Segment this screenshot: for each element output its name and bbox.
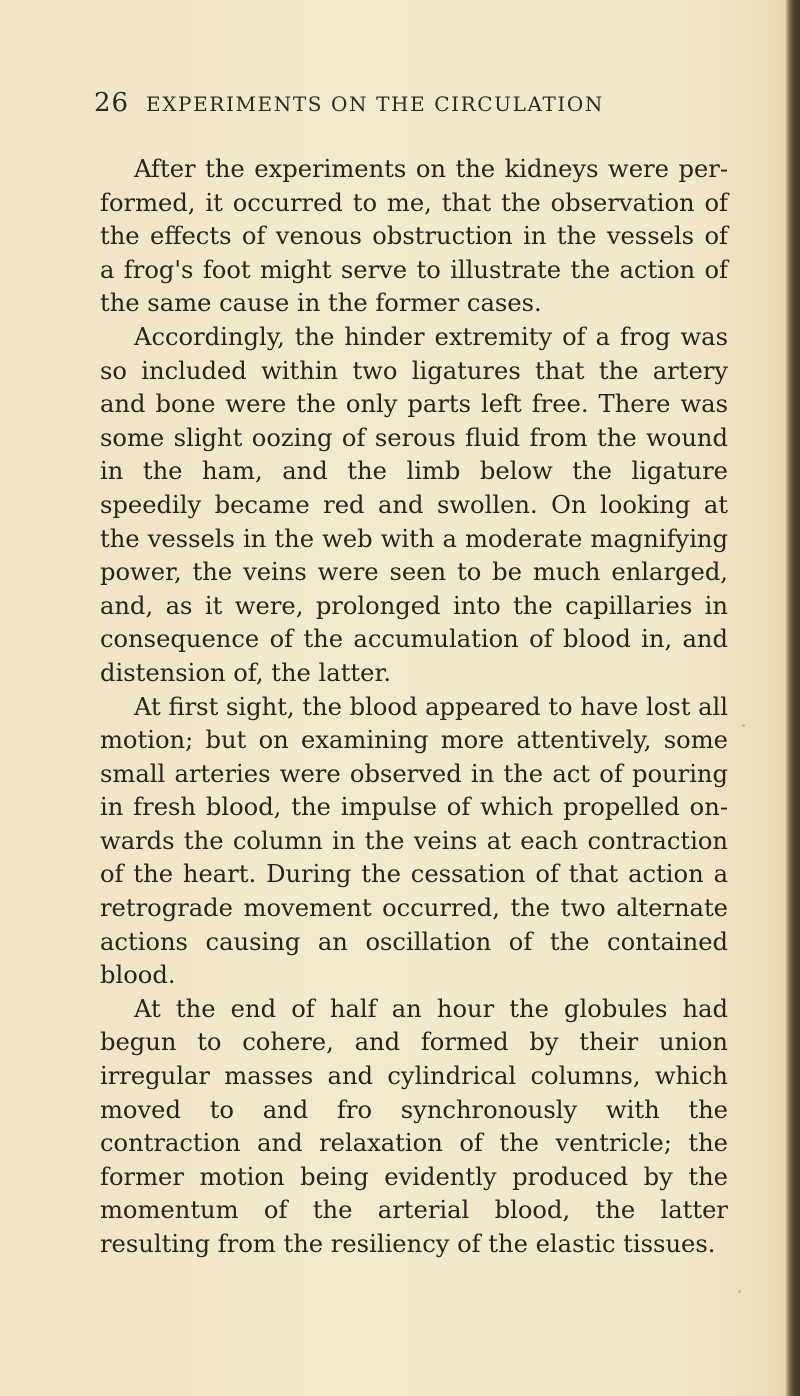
paper-speck [742, 724, 745, 727]
paragraph: At first sight, the blood appeared to have lost all motion; but on examining more attentively, some small arteries were observed in the act of pouring in fresh blood, the impulse of which propelled on- wards the column in the veins at each contraction of the heart. During the cessation of that action a retrograde movement occurred, the two alternate actions causing an oscillation of the contained blood. [100, 692, 728, 990]
paper-speck [738, 1290, 741, 1293]
body-text [100, 153, 728, 1262]
page-header [94, 88, 714, 128]
paragraph: Accordingly, the hinder extremity of a frog was so included within two ligatures that the artery and bone were the only parts left free. There was some slight oozing of serous fluid from the wound in the ham, and the limb below the ligature speedily became red and swollen. On looking at the vessels in the web with a moderate magnifying power, the veins were seen to be much enlarged, and, as it were, prolonged into the capillaries in consequence of the accumulation of blood in, and distension of, the latter. [100, 322, 728, 687]
paragraph: At the end of half an hour the globules had begun to cohere, and formed by their union irregular masses and cylindrical columns, which moved to and fro synchronously with the contraction and relaxation of the ventricle; the former motion being evidently produced by the momentum of the arterial blood, the latter resulting from the resiliency of the elastic tissues. [100, 994, 728, 1258]
paragraph: After the experiments on the kidneys were per- formed, it occurred to me, that the observation of the effects of venous obstruction in the vessels of a frog's foot might serve to illustrate the action of the same cause in the former cases. [100, 155, 728, 318]
page-edge-shadow [786, 0, 800, 1396]
running-title: EXPERIMENTS ON THE CIRCULATION [146, 92, 605, 116]
page-number: 26 [94, 88, 130, 118]
